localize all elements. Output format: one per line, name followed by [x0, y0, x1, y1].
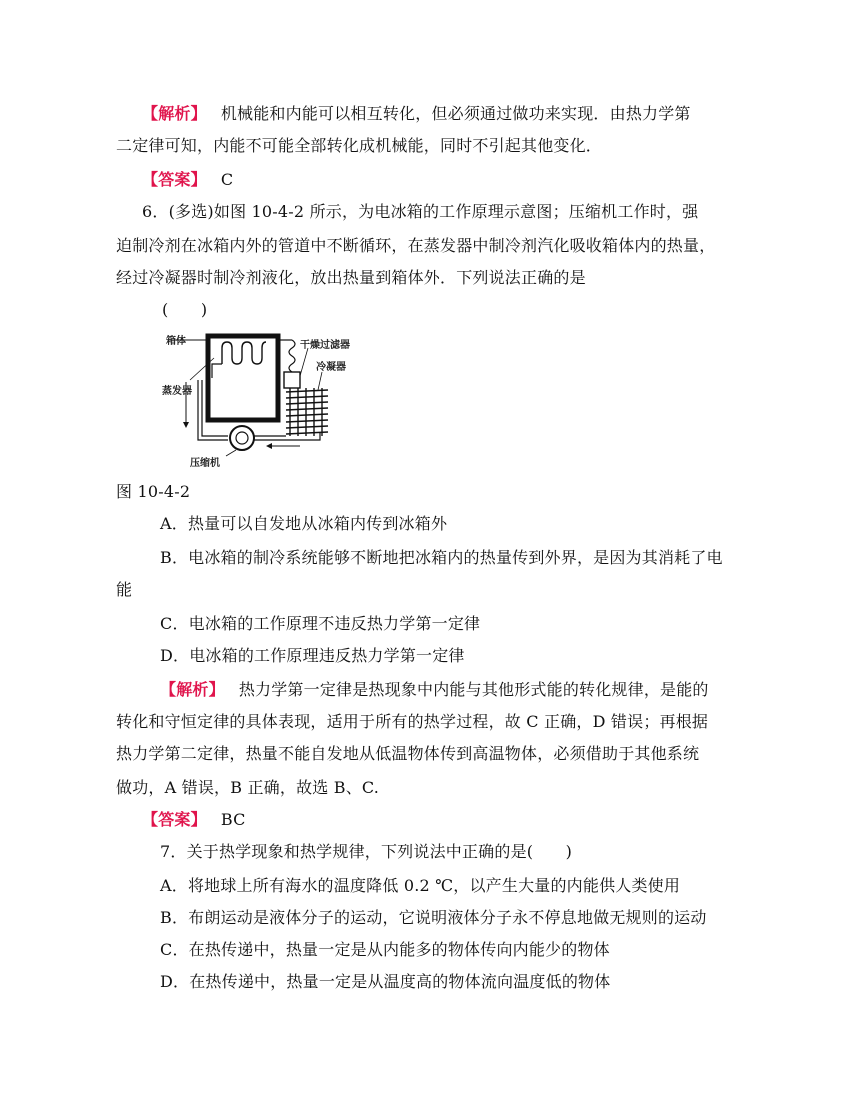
analysis-line: 【解析】 机械能和内能可以相互转化，但必须通过做功来实现．由热力学第: [142, 104, 691, 123]
label-box: 箱体: [166, 336, 186, 347]
answer-line: [142, 170, 782, 190]
label-filter: 干燥过滤器: [300, 340, 350, 351]
option-b-cont: 能: [116, 580, 133, 599]
answer-tag: 【答案】: [142, 810, 207, 829]
option-b: B．布朗运动是液体分子的运动，它说明液体分子永不停息地做无规则的运动: [160, 908, 707, 927]
answer-value: BC: [220, 810, 246, 829]
question-7-line: 7．关于热学现象和热学规律，下列说法中正确的是( ): [160, 842, 573, 861]
option-c: C．电冰箱的工作原理不违反热力学第一定律: [160, 614, 481, 633]
question-6-line: 迫制冷剂在冰箱内外的管道中不断循环，在蒸发器中制冷剂汽化吸收箱体内的热量，: [116, 236, 716, 255]
option-d: D．在热传递中，热量一定是从温度高的物体流向温度低的物体: [160, 972, 611, 991]
analysis-line: 二定律可知，内能不可能全部转化成机械能，同时不引起其他变化．: [116, 136, 603, 155]
option-a: A．将地球上所有海水的温度降低 0.2 ℃，以产生大量的内能供人类使用: [160, 876, 681, 895]
analysis-line: 热力学第二定律，热量不能自发地从低温物体传到高温物体，必须借助于其他系统: [116, 744, 700, 763]
option-c: C．在热传递中，热量一定是从内能多的物体传向内能少的物体: [160, 940, 610, 959]
label-condenser: 冷凝器: [316, 362, 346, 373]
condenser-coil: [286, 388, 328, 436]
option-b: B．电冰箱的制冷系统能够不断地把冰箱内的热量传到外界，是因为其消耗了电: [160, 548, 723, 567]
answer-value: C: [220, 170, 234, 189]
analysis-line: 【解析】 热力学第一定律是热现象中内能与其他形式能的转化规律，是能的: [160, 680, 709, 699]
refrigerator-diagram: [150, 328, 420, 470]
evaporator-coil: [222, 342, 266, 364]
option-a: A．热量可以自发地从冰箱内传到冰箱外: [160, 514, 448, 533]
analysis-tag: 【解析】: [160, 680, 225, 699]
answer-tag: 【答案】: [142, 170, 207, 189]
question-6-line: 经过冷凝器时制冷剂液化，放出热量到箱体外．下列说法正确的是: [116, 268, 586, 287]
filter-drier: [284, 372, 300, 388]
analysis-line: 转化和守恒定律的具体表现，适用于所有的热学过程，故 C 正确，D 错误；再根据: [116, 712, 709, 731]
answer-bracket: ( ): [162, 300, 208, 319]
figure-caption: 图 10-4-2: [116, 482, 191, 501]
label-evaporator: 蒸发器: [162, 386, 192, 397]
analysis-tag: 【解析】: [142, 104, 207, 123]
label-compressor: 压缩机: [190, 458, 220, 469]
option-d: D．电冰箱的工作原理违反热力学第一定律: [160, 646, 465, 665]
analysis-line: 做功，A 错误，B 正确，故选 B、C.: [116, 778, 380, 797]
question-6-line: 6．(多选)如图 10-4-2 所示，为电冰箱的工作原理示意图；压缩机工作时，强: [142, 202, 699, 221]
fridge-box: [208, 336, 278, 420]
compressor-icon: [230, 426, 254, 450]
answer-line: [142, 810, 782, 830]
